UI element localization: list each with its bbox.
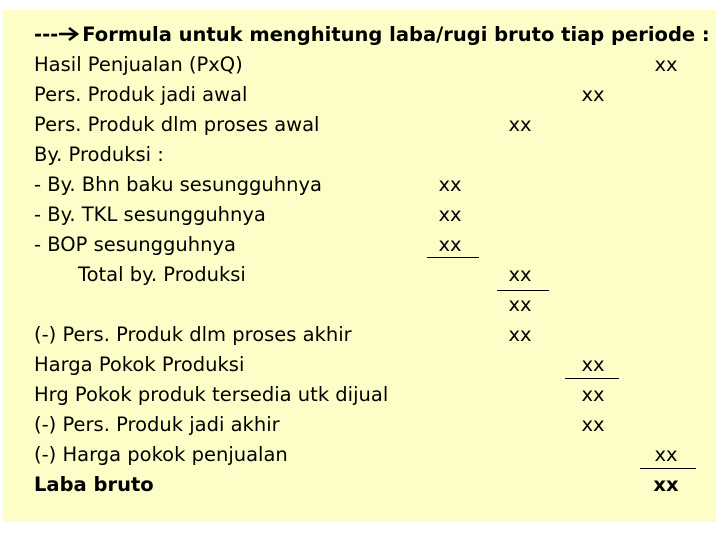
line-label: By. Produksi : — [34, 143, 164, 166]
line-label: (-) Harga pokok penjualan — [34, 443, 288, 466]
line-value: xx — [581, 413, 605, 436]
formula-title — [0, 20, 720, 50]
right-arrow-icon — [58, 21, 80, 51]
line-label: Pers. Produk jadi awal — [34, 83, 248, 106]
line-item — [0, 440, 720, 470]
line-value: xx — [438, 203, 462, 226]
line-value: xx — [508, 263, 532, 286]
line-value: xx — [654, 443, 678, 466]
line-label: (-) Pers. Produk dlm proses akhir — [34, 323, 352, 346]
line-label: Hrg Pokok produk tersedia utk dijual — [34, 383, 389, 406]
line-value: xx — [581, 353, 605, 376]
title-text: Formula untuk menghitung laba/rugi bruto tiap periode : — [82, 23, 710, 46]
line-item-total — [0, 470, 720, 500]
line-item — [0, 80, 720, 110]
line-value: xx — [508, 113, 532, 136]
line-item — [0, 410, 720, 440]
line-item — [0, 320, 720, 350]
title-prefix: --- — [34, 23, 59, 46]
line-label: - By. TKL sesungguhnya — [34, 203, 266, 226]
line-value: xx — [581, 383, 605, 406]
line-item — [0, 350, 720, 380]
line-item — [0, 380, 720, 410]
subtotal-rule — [640, 468, 696, 469]
line-value: xx — [508, 293, 532, 316]
line-label: (-) Pers. Produk jadi akhir — [34, 413, 280, 436]
line-value: xx — [581, 83, 605, 106]
line-label: Total by. Produksi — [78, 263, 246, 286]
line-label: Hasil Penjualan (PxQ) — [34, 53, 243, 76]
line-item — [0, 170, 720, 200]
line-label: - By. Bhn baku sesungguhnya — [34, 173, 322, 196]
line-label: Harga Pokok Produksi — [34, 353, 245, 376]
subtotal-rule — [427, 257, 479, 258]
line-value: xx — [653, 473, 679, 496]
line-item — [0, 110, 720, 140]
line-value: xx — [654, 53, 678, 76]
line-label: - BOP sesungguhnya — [34, 233, 236, 256]
line-label: Pers. Produk dlm proses awal — [34, 113, 320, 136]
line-value: xx — [438, 173, 462, 196]
line-item — [0, 260, 720, 290]
line-item — [0, 140, 720, 170]
subtotal-rule — [565, 378, 619, 379]
line-item — [0, 200, 720, 230]
line-label: Laba bruto — [34, 473, 154, 496]
line-item — [0, 290, 720, 320]
line-item — [0, 50, 720, 80]
line-item — [0, 230, 720, 260]
line-value: xx — [508, 323, 532, 346]
line-value: xx — [438, 233, 462, 256]
